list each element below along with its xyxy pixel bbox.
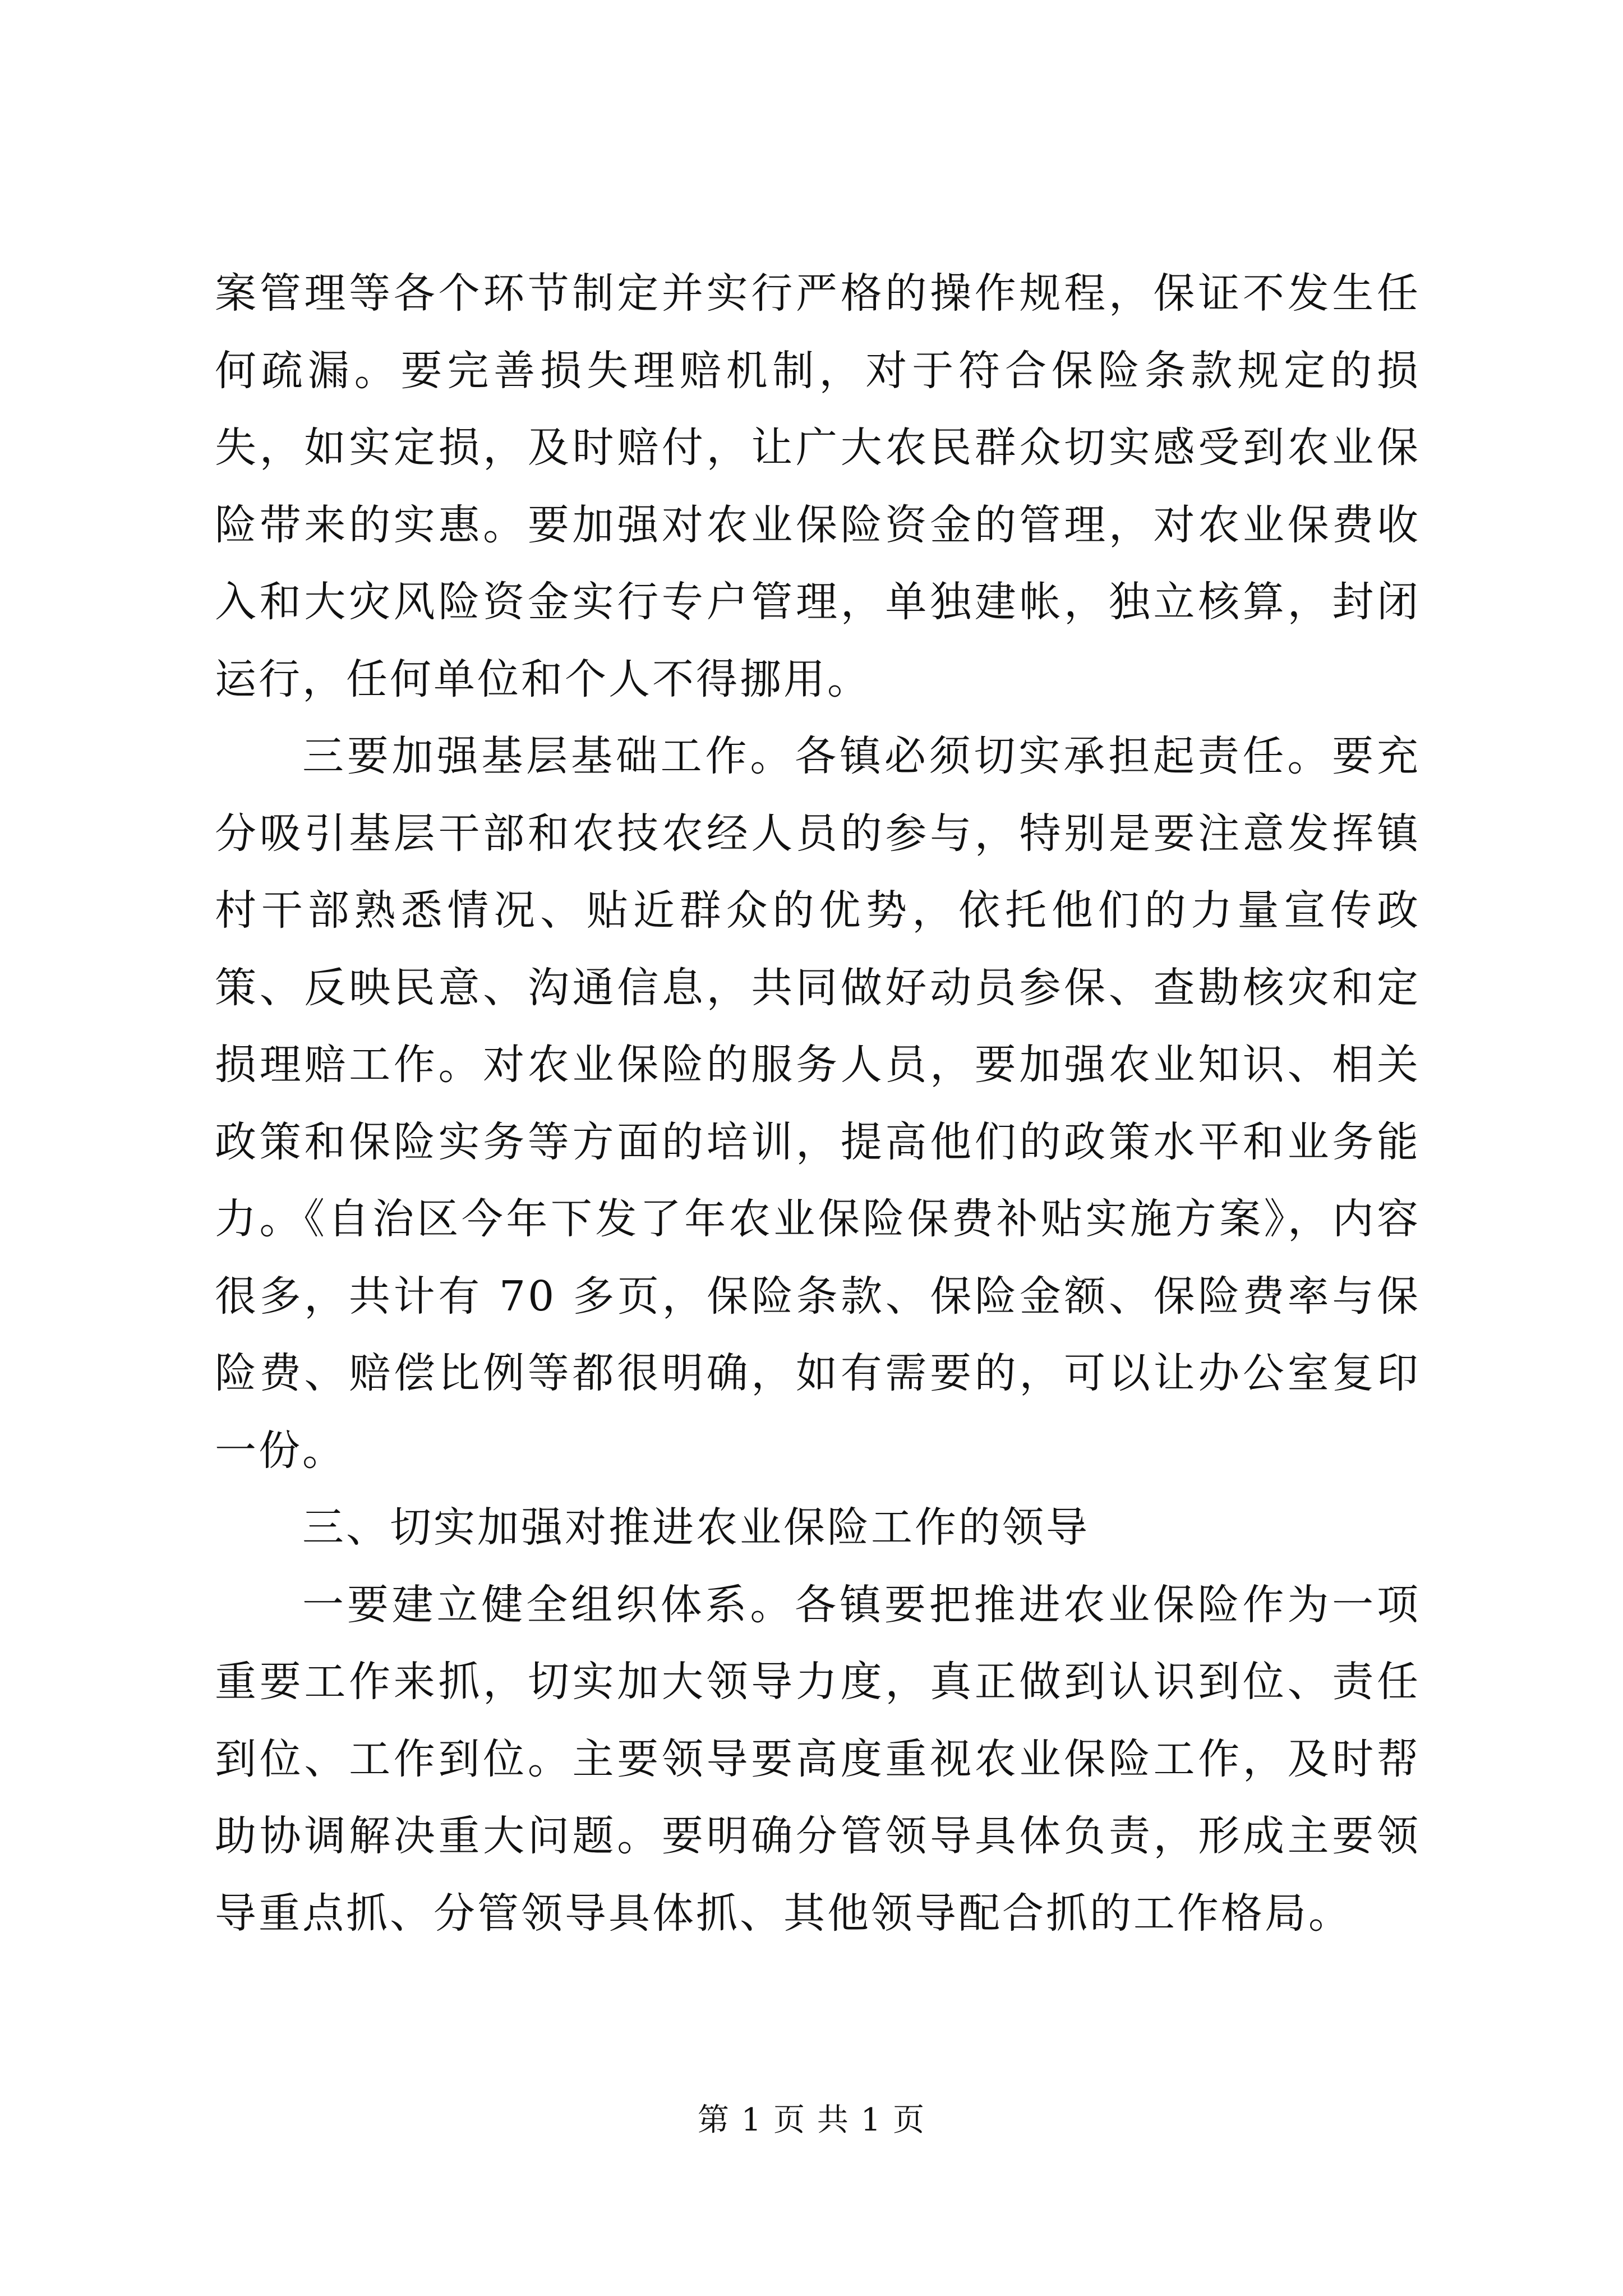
document-body — [215, 255, 1421, 1952]
section-heading-leadership: 三、切实加强对推进农业保险工作的领导 — [302, 1503, 1090, 1552]
paragraph-grassroots-work: 三要加强基层基础工作。各镇必须切实承担起责任。要充分吸引基层干部和农技农经人员的参与，特别是要注意发挥镇村干部熟悉情况、贴近群众的优势，依托他们的力量宣传政策、反映民意、沟通信息，共同做好动员参保、查勘核灾和定损理赔工作。对农业保险的服务人员，要加强农业知识、相关政策和保险实务等方面的培训，提高他们的政策水平和业务能力。《自治区今年下发了年农业保险保费补贴实施方案》，内容很多，共计有 70 多页，保险条款、保险金额、保险费率与保险费、赔偿比例等都很明确，如有需要的，可以让办公室复印一份。 — [215, 732, 1421, 1475]
page-footer: 第 1 页 共 1 页 — [697, 2102, 926, 2138]
paragraph-continued: 案管理等各个环节制定并实行严格的操作规程，保证不发生任何疏漏。要完善损失理赔机制，对于符合保险条款规定的损失，如实定损，及时赔付，让广大农民群众切实感受到农业保险带来的实惠。要加强对农业保险资金的管理，对农业保费收入和大灾风险资金实行专户管理，单独建帐，独立核算，封闭运行，任何单位和个人不得挪用。 — [215, 269, 1421, 703]
paragraph-organization-system: 一要建立健全组织体系。各镇要把推进农业保险作为一项重要工作来抓，切实加大领导力度，真正做到认识到位、责任到位、工作到位。主要领导要高度重视农业保险工作，及时帮助协调解决重大问题。要明确分管领导具体负责，形成主要领导重点抓、分管领导具体抓、其他领导配合抓的工作格局。 — [215, 1580, 1421, 1938]
